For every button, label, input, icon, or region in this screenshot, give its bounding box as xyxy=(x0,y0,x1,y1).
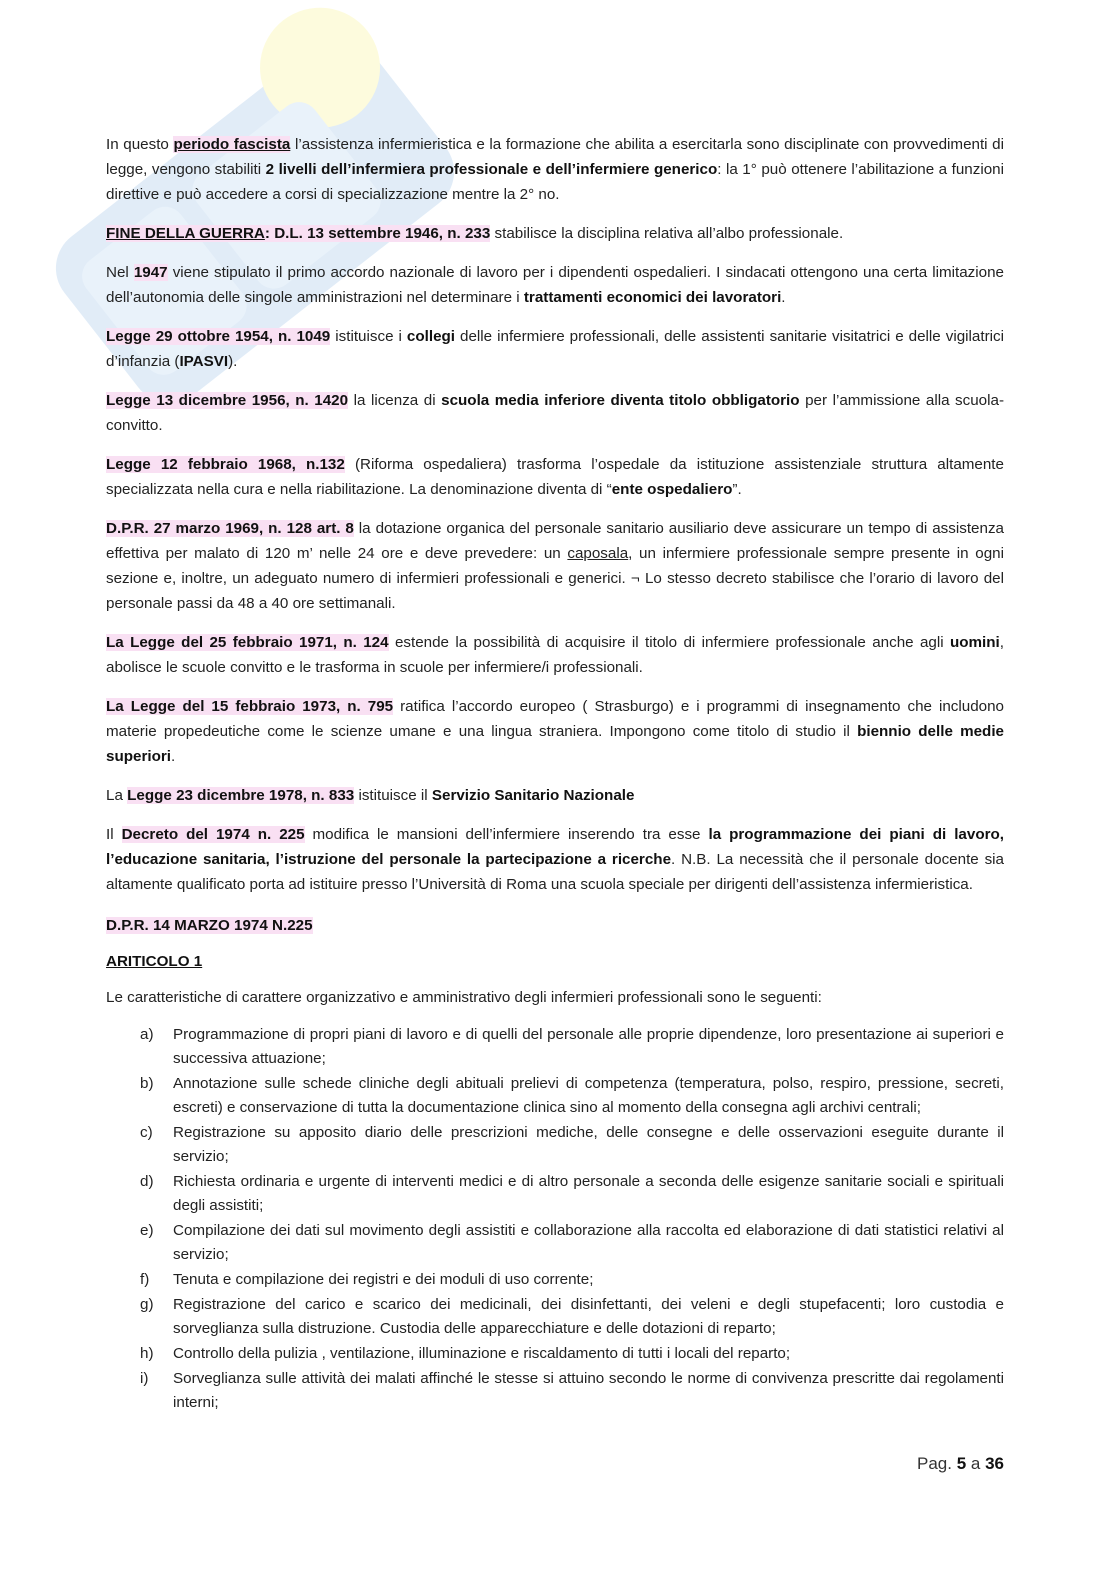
list-item-letter: h) xyxy=(140,1345,154,1362)
list-item xyxy=(106,1023,1004,1071)
emphasis-text: Legge 29 ottobre 1954, n. 1049 xyxy=(106,328,331,345)
emphasis-text: IPASVI xyxy=(179,353,229,370)
paragraph-p8 xyxy=(106,630,1004,680)
body-text: La xyxy=(106,787,128,804)
footer-separator: a xyxy=(966,1454,986,1473)
list-item-text: Registrazione del carico e scarico dei medicinali, dei disinfettanti, dei veleni e degli stupefacenti; loro custodia e sorveglianza sulla distruzione. Custodia delle apparecchiature e delle dotazioni di reparto; xyxy=(173,1296,1004,1337)
emphasis-text: Legge 13 dicembre 1956, n. 1420 xyxy=(106,392,349,409)
paragraph-list xyxy=(106,132,1004,897)
body-text: ”. xyxy=(732,481,742,498)
emphasis-text: biennio delle medie superiori xyxy=(106,723,1004,765)
body-text: modifica le mansioni dell’infermiere inserendo tra esse xyxy=(304,826,709,843)
body-text: . xyxy=(781,289,786,306)
emphasis-text: la programmazione dei piani di lavoro, l’educazione sanitaria, l’istruzione del personale la partecipazione a ricerche xyxy=(106,826,1004,868)
paragraph-p7 xyxy=(106,516,1004,616)
paragraph-p9 xyxy=(106,694,1004,769)
emphasis-text: 2 livelli dell’infermiera professionale e dell’infermiere generico xyxy=(265,161,718,178)
section-intro: Le caratteristiche di carattere organizzativo e amministrativo degli infermieri professionali sono le seguenti: xyxy=(106,989,822,1006)
list-item-text: Tenuta e compilazione dei registri e dei moduli di uso corrente; xyxy=(173,1271,594,1288)
list-item-text: Sorveglianza sulle attività dei malati affinché le stesse si attuino secondo le norme di convivenza prescritte dai regolamenti interni; xyxy=(173,1370,1004,1411)
body-text: ratifica l’accordo europeo ( Strasburgo) e i programmi di insegnamento che includono materie propedeutiche come le scienze umane e una lingua straniera. Impongono come titolo di studio il xyxy=(106,698,1005,740)
body-text: (Riforma ospedaliera) trasforma l’ospedale da istituzione assistenziale struttura altamente specializzata nella cura e nella riabilitazione. La denominazione diventa di “ xyxy=(106,456,1004,498)
list-item xyxy=(106,1293,1004,1341)
emphasis-text: Servizio Sanitario Nazionale xyxy=(431,787,635,804)
body-text: Il xyxy=(106,826,122,843)
list-item-letter: d) xyxy=(140,1173,154,1190)
paragraph-p5 xyxy=(106,388,1004,438)
paragraph-p2 xyxy=(106,221,1004,246)
footer-page-number: 5 xyxy=(956,1454,967,1473)
emphasis-text: D.L. 13 settembre 1946, n. 233 xyxy=(274,225,491,242)
list-item-letter: f) xyxy=(140,1271,150,1288)
body-text: delle infermiere professionali, delle assistenti sanitarie visitatrici e delle vigilatrici d’infanzia ( xyxy=(106,328,1004,370)
body-text: In questo xyxy=(106,136,174,153)
emphasis-text: : xyxy=(264,225,275,242)
list-item-letter: e) xyxy=(140,1222,154,1239)
list-item xyxy=(106,1121,1004,1169)
list-item-text: Annotazione sulle schede cliniche degli abituali prelievi di competenza (temperatura, polso, respiro, pressione, secreti, escreti) e conservazione di tutta la documentazione clinica sino al momento della consegna agli archivi centrali; xyxy=(173,1075,1004,1116)
emphasis-text: La Legge del 15 febbraio 1973, n. 795 xyxy=(106,698,394,715)
list-item-text: Richiesta ordinaria e urgente di interventi medici e di altro personale a seconda delle esigenze sanitarie sociali e spirituali degli assistiti; xyxy=(173,1173,1004,1214)
list-item xyxy=(106,1342,1004,1366)
list-item xyxy=(106,1367,1004,1415)
list-item-text: Compilazione dei dati sul movimento degli assistiti e collaborazione alla raccolta ed elaborazione di dati statistici relativi al servizio; xyxy=(173,1222,1004,1263)
emphasis-text: Decreto del 1974 n. 225 xyxy=(121,826,305,843)
emphasis-text: La Legge del 25 febbraio 1971, n. 124 xyxy=(106,634,389,651)
emphasis-text: Legge 23 dicembre 1978, n. 833 xyxy=(127,787,355,804)
paragraph-p4 xyxy=(106,324,1004,374)
list-item-text: Registrazione su apposito diario delle prescrizioni mediche, delle consegne e delle osservazioni eseguite durante il servizio; xyxy=(173,1124,1004,1165)
body-text: . xyxy=(171,748,176,765)
emphasis-text: uomini xyxy=(949,634,1000,651)
paragraph-p10 xyxy=(106,783,1004,808)
list-item-text: Controllo della pulizia , ventilazione, illuminazione e riscaldamento di tutti i locali del reparto; xyxy=(173,1345,791,1362)
body-text: l’assistenza infermieristica e la formazione che abilita a esercitarla sono disciplinate con provvedimenti di legge, vengono stabiliti xyxy=(106,136,1004,178)
paragraph-p3 xyxy=(106,260,1004,310)
paragraph-p1 xyxy=(106,132,1004,207)
list-item xyxy=(106,1072,1004,1120)
body-text: ). xyxy=(228,353,238,370)
page-footer xyxy=(917,1454,1004,1474)
list-item-letter: c) xyxy=(140,1124,153,1141)
list-item-letter: i) xyxy=(140,1370,149,1387)
body-text: , abolisce le scuole convitto e le trasforma in scuole per infermiere/i professionali. xyxy=(106,634,1004,676)
list-item-letter: g) xyxy=(140,1296,154,1313)
list-item xyxy=(106,1170,1004,1218)
list-item-letter: b) xyxy=(140,1075,154,1092)
emphasis-text: Legge 12 febbraio 1968, n.132 xyxy=(106,456,345,473)
emphasis-text: FINE DELLA GUERRA xyxy=(106,225,265,242)
body-text: estende la possibilità di acquisire il titolo di infermiere professionale anche agli xyxy=(388,634,950,651)
body-text: Nel xyxy=(106,264,134,281)
emphasis-text: 1947 xyxy=(133,264,168,281)
body-text: : la 1° può ottenere l’abilitazione a funzioni direttive e può accedere a corsi di specializzazione mentre la 2° no. xyxy=(106,161,1004,203)
footer-page-total: 36 xyxy=(985,1454,1004,1473)
emphasis-text: scuola media inferiore diventa titolo obbligatorio xyxy=(441,392,800,409)
list-item xyxy=(106,1268,1004,1292)
emphasis-text: periodo fascista xyxy=(173,136,291,153)
body-text: la licenza di xyxy=(348,392,442,409)
body-text: per l’ammissione alla scuola-convitto. xyxy=(106,392,1005,434)
body-text: istituisce i xyxy=(330,328,407,345)
emphasis-text: D.P.R. 27 marzo 1969, n. 128 art. 8 xyxy=(106,520,354,537)
list-item-text: Programmazione di propri piani di lavoro e di quelli del personale alle proprie dipendenze, loro presentazione ai superiori e successiva attuazione; xyxy=(173,1026,1004,1067)
paragraph-p11 xyxy=(106,822,1004,897)
emphasis-text: ente ospedaliero xyxy=(611,481,733,498)
body-text: viene stipulato il primo accordo nazionale di lavoro per i dipendenti ospedalieri. I sindacati ottengono una certa limitazione dell’autonomia delle singole amministrazioni nel determinare i xyxy=(106,264,1004,306)
article-item-list xyxy=(106,1023,1004,1415)
body-text: . N.B. La necessità che il personale docente sia altamente qualificato porta ad istituire presso l’Università di Roma una scuola speciale per dirigenti dell’assistenza infermieristica. xyxy=(106,851,1004,893)
section-subheading: ARITICOLO 1 xyxy=(106,953,203,970)
emphasis-text: collegi xyxy=(406,328,456,345)
body-text: , un infermiere professionale sempre presente in ogni sezione e, inoltre, un adeguato numero di infermieri professionali e generici. ¬ Lo stesso decreto stabilisce che l’orario di lavoro del personale passi da 48 a 40 ore settimanali. xyxy=(106,545,1004,612)
section-heading: D.P.R. 14 MARZO 1974 N.225 xyxy=(106,917,313,934)
emphasis-text: trattamenti economici dei lavoratori xyxy=(523,289,782,306)
body-text: stabilisce la disciplina relativa all’albo professionale. xyxy=(490,225,844,242)
paragraph-p6 xyxy=(106,452,1004,502)
body-text: istituisce il xyxy=(354,787,432,804)
list-item-letter: a) xyxy=(140,1026,154,1043)
list-item xyxy=(106,1219,1004,1267)
emphasis-text: caposala xyxy=(567,545,629,562)
footer-prefix: Pag. xyxy=(917,1454,957,1473)
document-page xyxy=(106,132,1004,1416)
body-text: la dotazione organica del personale sanitario ausiliario deve assicurare un tempo di assistenza effettiva per malato di 120 m’ nelle 24 ore e deve prevedere: un xyxy=(106,520,1004,562)
